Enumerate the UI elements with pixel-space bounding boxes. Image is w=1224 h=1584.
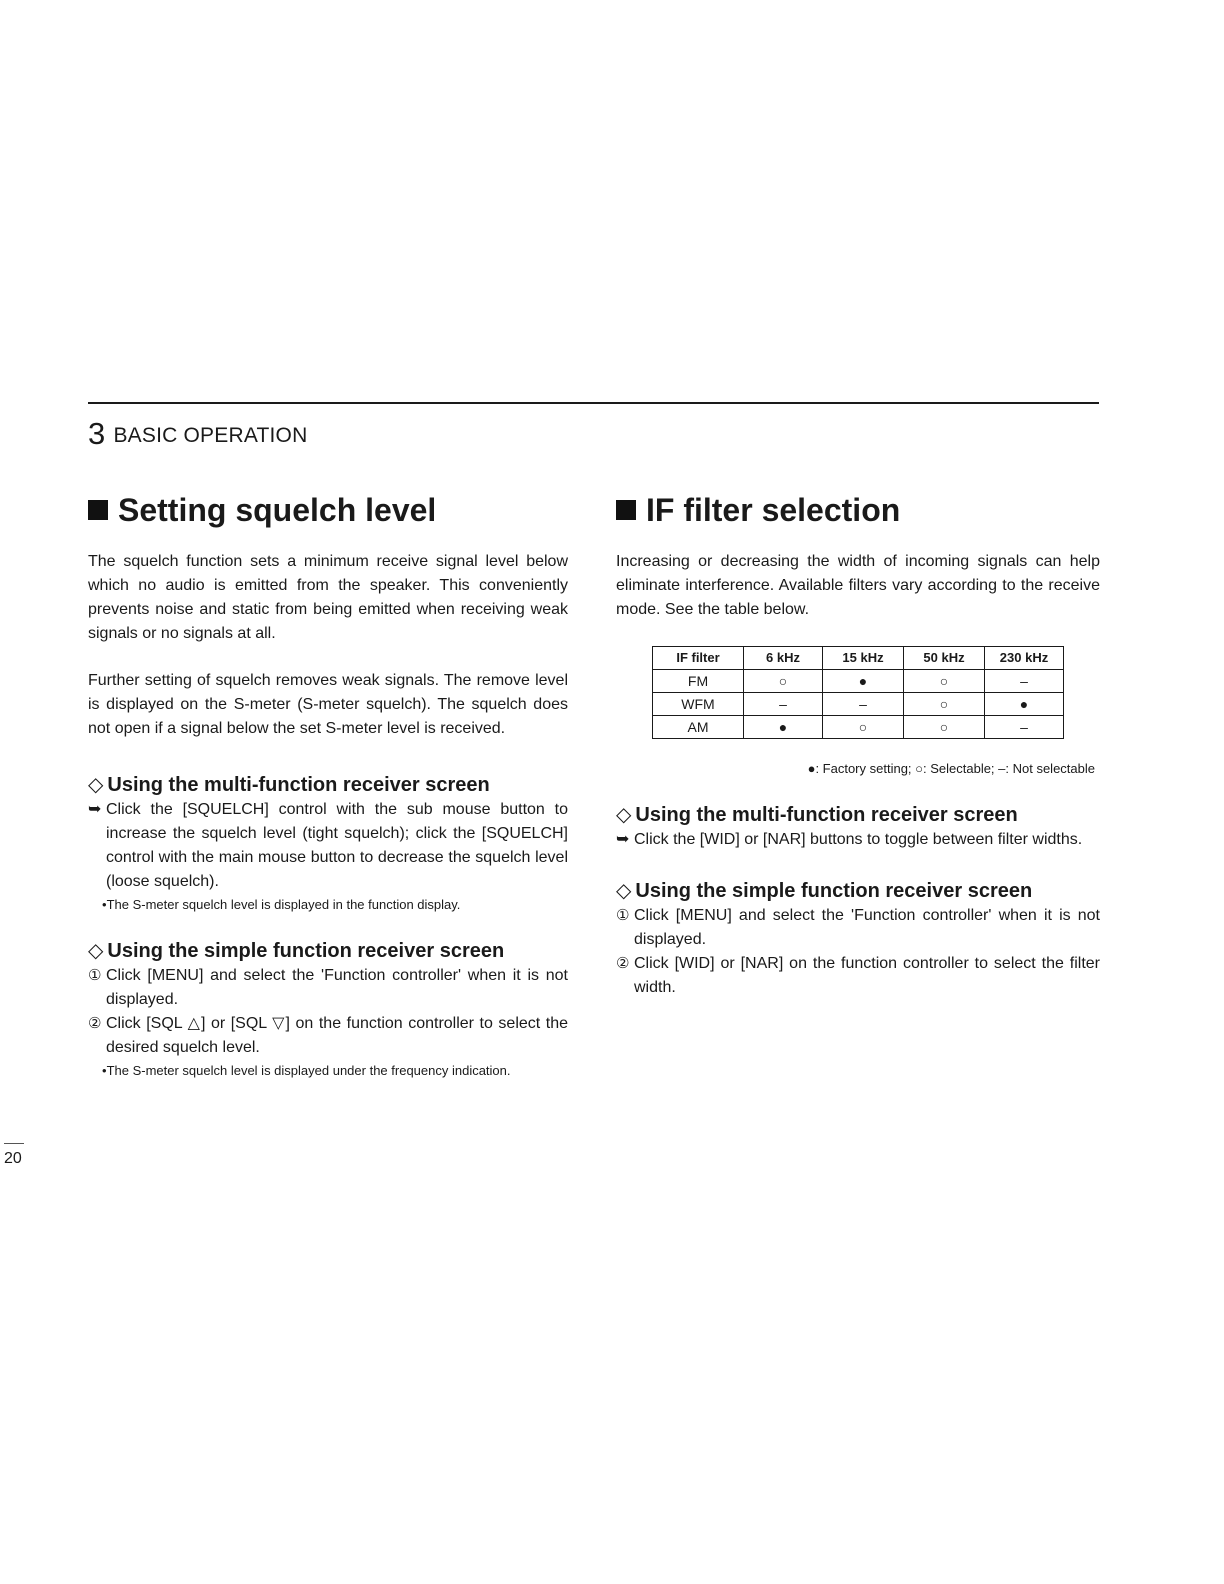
if-filter-table (652, 646, 1064, 739)
step-text: Click [WID] or [NAR] on the function controller to select the filter width. (634, 955, 1100, 996)
step-text: Click [MENU] and select the 'Function controller' when it is not displayed. (634, 907, 1100, 948)
header-rule (88, 402, 1099, 404)
note-content: The S-meter squelch level is displayed under the frequency indication. (106, 1063, 511, 1078)
circled-one-icon: ① (88, 967, 102, 984)
note-content: The S-meter squelch level is displayed in the function display. (106, 897, 461, 912)
table-cell: – (985, 670, 1064, 693)
squelch-smeter-paragraph: Further setting of squelch removes weak signals. The remove level is displayed on the S-meter (S-meter squelch). The squelch does not open if a signal below the set S-meter level is received. (88, 672, 568, 737)
table-cell: – (744, 693, 823, 716)
arrow-icon: ➥ (616, 831, 630, 848)
table-cell: FM (653, 670, 744, 693)
note-dot-icon: • (102, 897, 107, 912)
section-title-squelch (88, 490, 568, 530)
table-row (653, 693, 1064, 716)
page-number-tick (4, 1143, 24, 1144)
diamond-icon: ◇ (616, 804, 632, 826)
right-column (616, 490, 1100, 1000)
subheading-simple-function (88, 938, 568, 964)
subheading-text: Using the multi-function receiver screen (107, 774, 490, 796)
section-title-if-filter (616, 490, 1100, 530)
circled-two-icon: ② (88, 1015, 102, 1032)
diamond-icon: ◇ (616, 880, 632, 902)
page-number: 20 (4, 1150, 22, 1167)
subheading-text: Using the simple function receiver screen (107, 940, 505, 962)
note-dot-icon: • (102, 1063, 107, 1078)
subheading-text: Using the simple function receiver screen (635, 880, 1033, 902)
table-header-cell: 6 kHz (744, 647, 823, 670)
table-cell: ● (823, 670, 904, 693)
note-text (88, 1060, 568, 1082)
if-filter-intro-paragraph: Increasing or decreasing the width of incoming signals can help eliminate interference. Available filters vary according to the receive mode. See the table below. (616, 553, 1100, 618)
table-cell: ○ (904, 716, 985, 739)
table-cell: ● (985, 693, 1064, 716)
chapter-title: BASIC OPERATION (113, 424, 308, 447)
table-header-cell: 50 kHz (904, 647, 985, 670)
table-cell: ● (744, 716, 823, 739)
step-text: Click the [SQUELCH] control with the sub mouse button to increase the squelch level (tight squelch); click the [SQUELCH] control with the main mouse button to decrease the squelch level (loose squelch). (106, 801, 568, 890)
table-row (653, 716, 1064, 739)
arrow-icon: ➥ (88, 801, 102, 818)
table-row (653, 670, 1064, 693)
diamond-icon: ◇ (88, 774, 104, 796)
instruction-step-1 (616, 904, 1100, 952)
table-header-cell: 230 kHz (985, 647, 1064, 670)
table-header-row (653, 647, 1064, 670)
circled-two-icon: ② (616, 955, 630, 972)
table-cell: AM (653, 716, 744, 739)
instruction-step (616, 828, 1100, 852)
square-bullet-icon (88, 500, 108, 520)
table-cell: ○ (744, 670, 823, 693)
diamond-icon: ◇ (88, 940, 104, 962)
table-header-cell: 15 kHz (823, 647, 904, 670)
section-title-text: Setting squelch level (118, 492, 437, 528)
table-cell: – (823, 693, 904, 716)
step-text: Click [SQL △] or [SQL ▽] on the function controller to select the desired squelch level. (106, 1015, 568, 1056)
section-title-text: IF filter selection (646, 492, 901, 528)
step-text: Click the [WID] or [NAR] buttons to toggle between filter widths. (634, 831, 1083, 848)
squelch-intro-paragraph: The squelch function sets a minimum receive signal level below which no audio is emitted from the speaker. This conveniently prevents noise and static from being emitted when receiving weak signals or no signals at all. (88, 553, 568, 642)
table-cell: ○ (904, 693, 985, 716)
subheading-multi-function (616, 802, 1100, 828)
instruction-step-2 (616, 952, 1100, 1000)
left-column (88, 490, 568, 1082)
table-cell: – (985, 716, 1064, 739)
table-cell: WFM (653, 693, 744, 716)
subheading-text: Using the multi-function receiver screen (635, 804, 1018, 826)
table-legend: ●: Factory setting; ○: Selectable; –: Not selectable (807, 761, 1095, 776)
subheading-multi-function (88, 772, 568, 798)
note-text (88, 894, 568, 916)
table-cell: ○ (823, 716, 904, 739)
step-text: Click [MENU] and select the 'Function controller' when it is not displayed. (106, 967, 568, 1008)
instruction-step (88, 798, 568, 894)
instruction-step-2 (88, 1012, 568, 1060)
chapter-header (88, 416, 307, 452)
instruction-step-1 (88, 964, 568, 1012)
square-bullet-icon (616, 500, 636, 520)
table-header-cell: IF filter (653, 647, 744, 670)
circled-one-icon: ① (616, 907, 630, 924)
chapter-number: 3 (88, 416, 106, 451)
table-cell: ○ (904, 670, 985, 693)
subheading-simple-function (616, 878, 1100, 904)
